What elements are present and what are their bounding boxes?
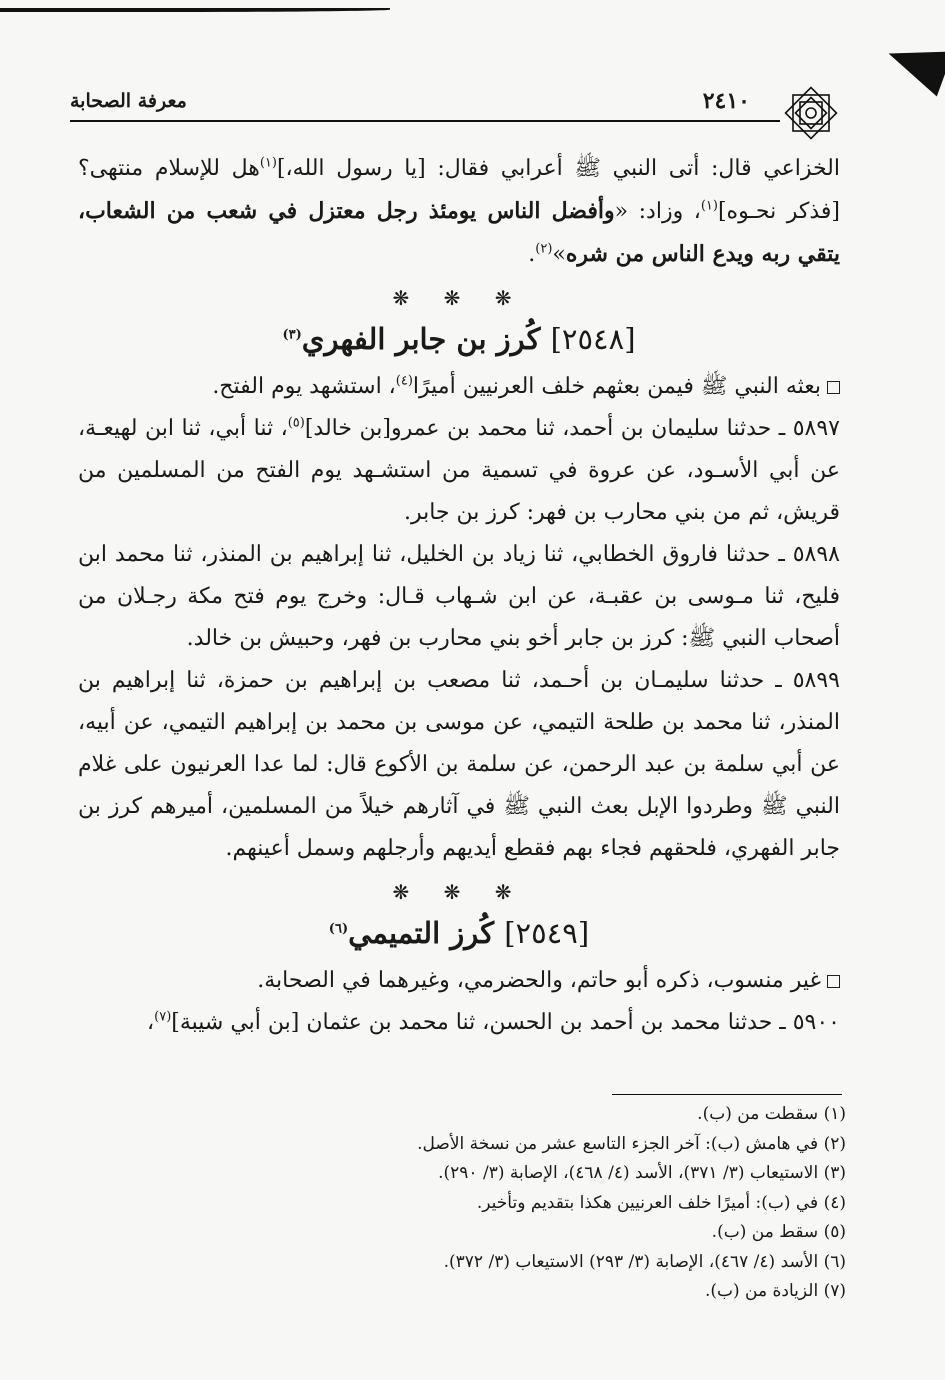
footnote: (٧) الزيادة من (ب). — [704, 1281, 846, 1301]
entry-title: [٢٥٤٩] كُرز التميمي$^{(٦)}$ — [328, 916, 590, 950]
footnote: (٦) الأسد (٤/ ٤٦٧)، الإصابة (٣/ ٢٩٣) الاستيعاب (٣/ ٣٧٢). — [443, 1251, 846, 1272]
main-text — [78, 148, 840, 1044]
page-header — [70, 84, 840, 124]
octagram-ornament-icon — [782, 84, 840, 142]
hadith-paragraph: ٥٨٩٧ ـ حدثنا سليمان بن أحمد، ثنا محمد بن عمرو[بن خالد]$^{(٥)}$، ثنا أبي، ثنا ابن لهيعـة، عن أبي الأسـود، عن عروة في تسمية من استشـهد يوم الفتح من المسلمين من قريش، ثم من بني محارب بن فهر: كرز بن جابر. — [78, 415, 840, 525]
entry-title: [٢٥٤٨] كُرز بن جابر الفهري$^{(٣)}$ — [282, 322, 636, 356]
square-bullet-icon — [827, 381, 840, 394]
hadith-paragraph: ٥٨٩٨ ـ حدثنا فاروق الخطابي، ثنا زياد بن الخليل، ثنا إبراهيم بن المنذر، ثنا محمد ابن فليح، ثنا مـوسى بن عقبـة، عن ابن شـهاب قـال: وخرج يوم فتح مكة رجـلان من أصحاب النبي ﷺ: كرز بن جابر أخو بني محارب بن فهر، وحبيش بن خالد. — [78, 542, 840, 651]
page-number: ٢٤١٠ — [702, 88, 750, 114]
top-decorative-rule — [0, 8, 390, 12]
section-divider-stars: ❋ ❋ ❋ — [392, 286, 526, 310]
corner-thumb-tab — [880, 31, 945, 97]
hadith-paragraph: ٥٩٠٠ ـ حدثنا محمد بن أحمد بن الحسن، ثنا محمد بن عثمان [بن أبي شيبة]$^{(٧)}$، — [147, 1009, 840, 1035]
footnote: (١) سقطت من (ب). — [697, 1104, 846, 1124]
footnote: (٥) سقط من (ب). — [711, 1222, 846, 1242]
hadith-paragraph: ٥٨٩٩ ـ حدثنا سليمـان بن أحـمد، ثنا مصعب بن إبراهيم بن حمزة، ثنا إبراهيم بن المنذر، ثنا محمد بن طلحة التيمي، عن موسى بن محمد بن إبراهيم التيمي، عن أبيه، عن أبي سلمة بن عبد الرحمن، عن سلمة بن الأكوع قال: لما عدا العرنيون على غلام النبي ﷺ وطردوا الإبل بعث النبي ﷺ في آثارهم خيلاً من المسلمين، أميرهم كرز بن جابر الفهري، فلحقهم فجاء بهم فقطع أيديهم وأرجلهم وسمل أعينهم. — [78, 668, 840, 861]
footnote: (٤) في (ب): أميرًا خلف العرنيين هكذا بتقديم وتأخير. — [476, 1192, 846, 1213]
entry-intro: غير منسوب، ذكره أبو حاتم، والحضرمي، وغيرهما في الصحابة. — [78, 960, 840, 1002]
footnotes — [120, 1100, 846, 1307]
entry-intro: بعثه النبي ﷺ فيمن بعثهم خلف العرنيين أميرًا$^{(٤)}$، استشهد يوم الفتح. — [78, 366, 840, 408]
header-rule — [70, 120, 780, 122]
section-divider-stars: ❋ ❋ ❋ — [392, 880, 526, 904]
intro-paragraph: الخزاعي قال: أتى النبي ﷺ أعرابي فقال: [يا رسول الله،]$^{(١)}$هل للإسلام منتهى؟ [فذكر نحـوه]$^{(١)}$، وزاد: «وأفضل الناس يومئذ رجل معتزل في شعب من الشعاب، يتقي ربه ويدع الناس من شره»$^{(٢)}$. — [78, 155, 840, 267]
square-bullet-icon — [827, 975, 840, 988]
running-title: معرفة الصحابة — [70, 90, 187, 112]
footnote: (٢) في هامش (ب): آخر الجزء التاسع عشر من نسخة الأصل. — [417, 1133, 846, 1154]
footnote: (٣) الاستيعاب (٣/ ٣٧١)، الأسد (٤/ ٤٦٨)، الإصابة (٣/ ٢٩٠). — [438, 1163, 846, 1183]
footnote-rule — [612, 1094, 842, 1095]
